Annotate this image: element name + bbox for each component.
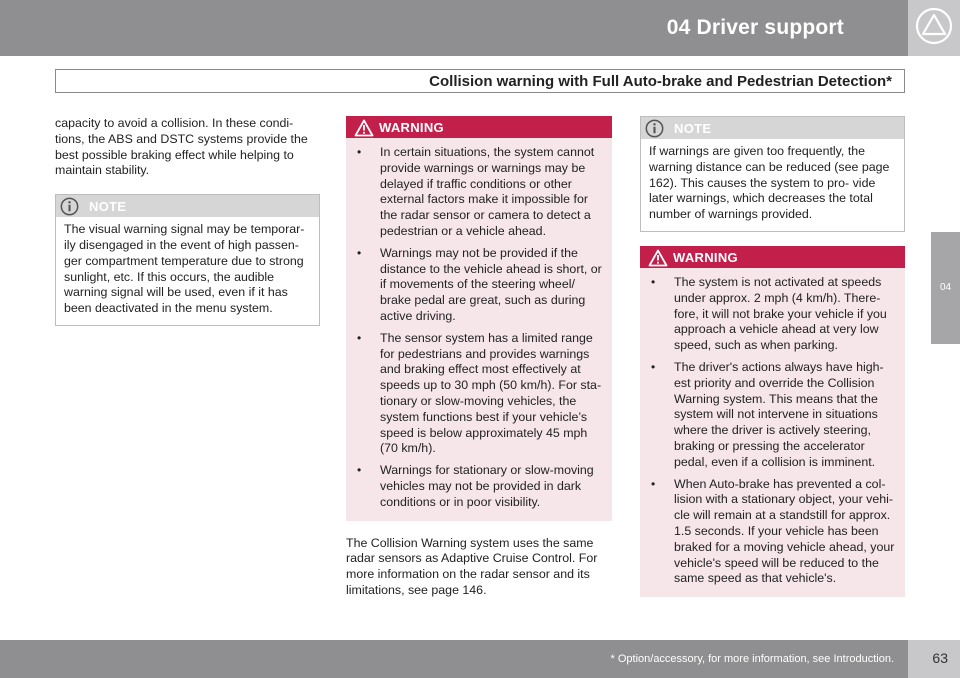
- side-tab-label: 04: [939, 282, 952, 293]
- info-icon: [645, 119, 664, 138]
- warning-triangle-icon: [914, 6, 954, 46]
- warning-list: [346, 138, 612, 521]
- warning-item: [648, 275, 896, 354]
- warning-header: [640, 246, 905, 268]
- note-label: NOTE: [674, 121, 712, 136]
- bullet: •: [357, 463, 362, 478]
- warning-item-text: The driver's actions always have high- est priority and override the Collision Warning system. This means that the system will not intervene in situations where the driver is actively steering, braking or pressing the accelerator pedal, even if a collision is imminent.: [674, 359, 884, 469]
- warning-item-text: Warnings for stationary or slow-moving vehicles may not be provided in dark conditions or in poor visibility.: [380, 463, 594, 509]
- note-header: [56, 195, 319, 217]
- footer-bar: [0, 640, 908, 678]
- warning-item: [648, 360, 896, 471]
- warning-triangle-icon: [354, 119, 374, 137]
- warning-item-text: The sensor system has a limited range for pedestrians and provides warnings and braking effect most effectively at speeds up to 30 mph (50 km/h). For sta- tionary or slow-moving vehicles, the system functions best if your vehicle’s speed is below approximately 45 mph (70 km/h).: [380, 330, 602, 456]
- bullet: •: [357, 330, 362, 345]
- header-bar: [0, 0, 908, 56]
- body-paragraph: The Collision Warning system uses the same radar sensors as Adaptive Cruise Control. For more information on the radar sensor and its limitations, see page 146.: [346, 535, 598, 597]
- page-number: 63: [932, 650, 948, 666]
- bullet: •: [651, 359, 656, 374]
- section-subtitle-bar: [55, 69, 905, 93]
- column-3: [640, 116, 905, 597]
- chapter-icon-box: [908, 0, 960, 56]
- warning-item: [354, 246, 603, 325]
- bullet: •: [651, 476, 656, 491]
- warning-item-text: Warnings may not be provided if the distance to the vehicle ahead is short, or if movements of the steering wheel/ brake pedal are great, such as during active driving.: [380, 245, 602, 323]
- warning-item-text: When Auto-brake has prevented a col- lision with a stationary object, your vehi- cle will remain at a standstill for approx. 1.5 seconds. If your vehicle has been braked for a moving vehicle ahead, your vehicle's speed will be reduced to the same speed as that vehicle's.: [674, 476, 895, 586]
- bullet: •: [357, 145, 362, 159]
- page-number-box: [908, 640, 960, 678]
- warning-label: WARNING: [673, 249, 738, 265]
- note-text: If warnings are given too frequently, the warning distance can be reduced (see page 162). This causes the system to pro- vide later warnings, which decreases the total number of warnings provided.: [649, 144, 890, 222]
- body-paragraph: capacity to avoid a collision. In these condi- tions, the ABS and DSTC systems provide the best possible braking effect while helping to maintain stability.: [55, 116, 308, 178]
- column-2: [346, 116, 612, 599]
- warning-item-text: In certain situations, the system cannot provide warnings or warnings may be delayed if traffic conditions or other external factors make it impossible for the radar sensor or camera to detect a pedestrian or a vehicle ahead.: [380, 145, 595, 238]
- footnote: * Option/accessory, for more information, see Introduction.: [610, 653, 894, 665]
- warning-list: [640, 268, 905, 597]
- info-icon: [60, 197, 79, 216]
- warning-header: [346, 116, 612, 138]
- warning-item: [354, 145, 603, 240]
- note-box: [640, 116, 905, 232]
- bullet: •: [651, 274, 656, 289]
- bullet: •: [357, 245, 362, 260]
- warning-triangle-icon: [648, 249, 668, 267]
- note-header: [641, 117, 904, 139]
- note-text: The visual warning signal may be temporar- ily disengaged in the event of high passen- ger compartment temperature due to strong sunlight, etc. If this occurs, the audible warning signal will be used, even if it has been deactivated in the menu system.: [64, 222, 305, 316]
- chapter-side-tab[interactable]: [931, 232, 960, 344]
- warning-item-text: The system is not activated at speeds under approx. 2 mph (4 km/h). There- fore, it will not brake your vehicle if you approach a vehicle ahead at very low speed, such as when parking.: [674, 274, 887, 353]
- note-box: [55, 194, 320, 326]
- chapter-title: 04 Driver support: [666, 16, 844, 39]
- column-1: [55, 116, 320, 326]
- note-label: NOTE: [89, 199, 127, 215]
- warning-item: [354, 463, 603, 510]
- warning-label: WARNING: [379, 120, 444, 135]
- warning-box: [346, 116, 612, 521]
- warning-box: [640, 246, 905, 597]
- section-subtitle: Collision warning with Full Auto-brake and Pedestrian Detection*: [429, 73, 892, 90]
- warning-item: [354, 331, 603, 457]
- warning-item: [648, 477, 896, 588]
